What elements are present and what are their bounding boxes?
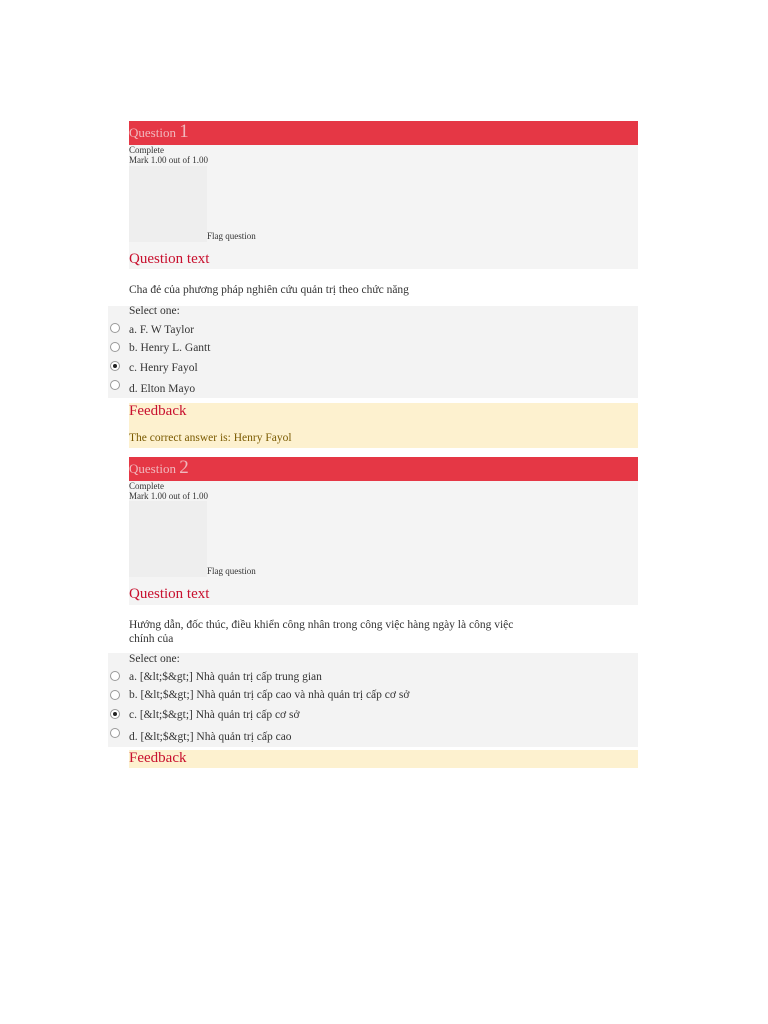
question-2-option-d[interactable]: d. [&lt;$&gt;] Nhà quản trị cấp cao — [129, 731, 292, 743]
question-1-flag-link[interactable]: Flag question — [207, 231, 256, 241]
question-2-mark: Mark 1.00 out of 1.00 — [129, 491, 208, 501]
question-1-option-c-radio[interactable] — [110, 361, 120, 371]
question-2-select-one: Select one: — [129, 653, 180, 665]
question-1-mark: Mark 1.00 out of 1.00 — [129, 155, 208, 165]
question-2-feedback — [129, 750, 638, 768]
question-1-label: Question 1 — [129, 121, 189, 142]
question-1-feedback-heading: Feedback — [129, 403, 187, 419]
question-1-option-c[interactable]: c. Henry Fayol — [129, 362, 198, 374]
question-2-option-d-radio[interactable] — [110, 728, 120, 738]
question-1-prompt: Cha đẻ của phương pháp nghiên cứu quản trị theo chức năng — [129, 284, 409, 296]
question-1-number: 1 — [179, 121, 189, 142]
question-2-flag-area — [129, 501, 207, 577]
question-2-option-a[interactable]: a. [&lt;$&gt;] Nhà quản trị cấp trung gian — [129, 671, 322, 683]
question-2-flag-link[interactable]: Flag question — [207, 566, 256, 576]
question-1-header — [129, 121, 638, 145]
question-2-option-b[interactable]: b. [&lt;$&gt;] Nhà quản trị cấp cao và nhà quản trị cấp cơ sở — [129, 689, 410, 701]
question-1-answers — [108, 306, 638, 398]
question-1-option-d-radio[interactable] — [110, 380, 120, 390]
question-1-feedback — [129, 403, 638, 448]
question-1-option-b[interactable]: b. Henry L. Gantt — [129, 342, 211, 354]
question-1-flag-area — [129, 166, 207, 242]
question-2-state: Complete — [129, 481, 164, 491]
question-2-prompt: Hướng dẫn, đốc thúc, điều khiển công nhân trong công việc hàng ngày là công việc chính của — [129, 619, 514, 645]
question-1-text-heading: Question text — [129, 251, 210, 267]
question-2-text-heading: Question text — [129, 586, 210, 602]
question-2-number: 2 — [179, 457, 189, 478]
question-1-option-d[interactable]: d. Elton Mayo — [129, 383, 196, 395]
question-1-info — [129, 145, 638, 269]
question-2-label: Question 2 — [129, 457, 189, 478]
question-2-header — [129, 457, 638, 481]
question-2-info — [129, 481, 638, 605]
question-2-option-c-radio[interactable] — [110, 709, 120, 719]
question-1-feedback-text: The correct answer is: Henry Fayol — [129, 432, 292, 444]
question-2-option-c[interactable]: c. [&lt;$&gt;] Nhà quản trị cấp cơ sở — [129, 709, 300, 721]
question-1-option-b-radio[interactable] — [110, 342, 120, 352]
question-2-option-b-radio[interactable] — [110, 690, 120, 700]
question-2-feedback-heading: Feedback — [129, 750, 187, 766]
question-2-option-a-radio[interactable] — [110, 671, 120, 681]
question-1-option-a[interactable]: a. F. W Taylor — [129, 324, 195, 336]
question-1-option-a-radio[interactable] — [110, 323, 120, 333]
question-1-select-one: Select one: — [129, 305, 180, 317]
question-1-state: Complete — [129, 145, 164, 155]
question-2-answers — [108, 653, 638, 747]
